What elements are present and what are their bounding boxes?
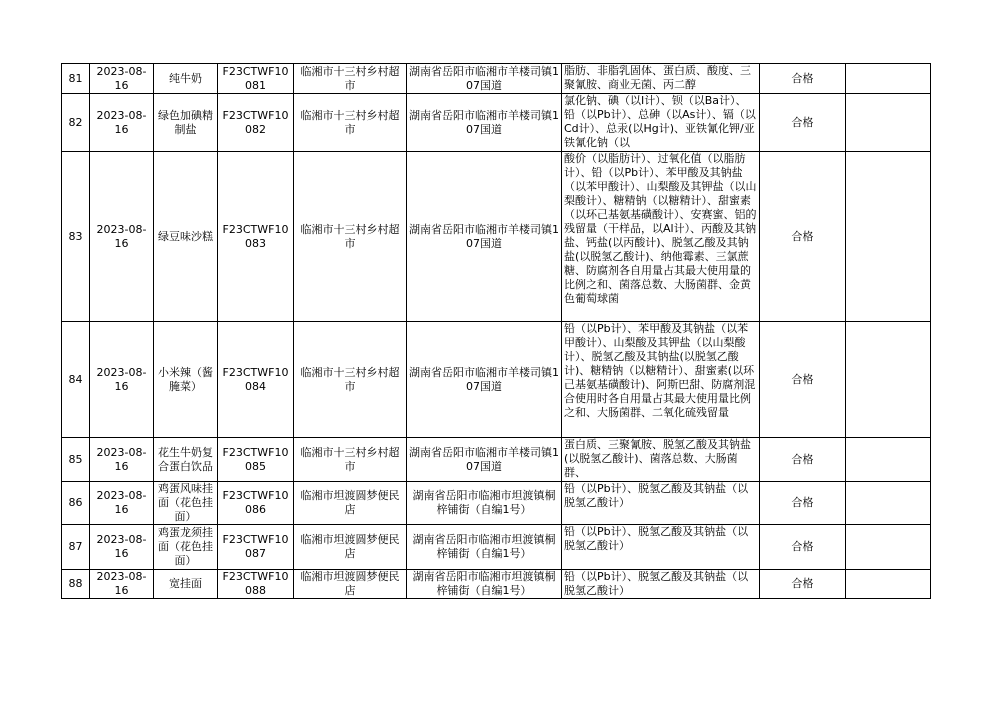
sample-code: F23CTWF10081 [218,64,294,94]
table-row [62,64,931,94]
remark [846,322,931,438]
sample-date: 2023-08-16 [90,482,154,525]
sample-code: F23CTWF10088 [218,570,294,599]
result: 合格 [760,570,846,599]
sample-date: 2023-08-16 [90,525,154,570]
result: 合格 [760,152,846,322]
table-row [62,570,931,599]
store-address: 湖南省岳阳市临湘市坦渡镇桐梓铺街（自编1号） [407,570,562,599]
product-name: 纯牛奶 [154,64,218,94]
test-items: 铅（以Pb计）、脱氢乙酸及其钠盐（以脱氢乙酸计） [562,570,760,599]
table-row [62,94,931,152]
table-row [62,482,931,525]
test-items: 铅（以Pb计）、脱氢乙酸及其钠盐（以脱氢乙酸计） [562,482,760,525]
store-address: 湖南省岳阳市临湘市坦渡镇桐梓铺街（自编1号） [407,525,562,570]
store-address: 湖南省岳阳市临湘市坦渡镇桐梓铺街（自编1号） [407,482,562,525]
sample-date: 2023-08-16 [90,438,154,482]
row-number: 82 [62,94,90,152]
store-name: 临湘市十三村乡村超市 [294,94,407,152]
table-row [62,438,931,482]
remark [846,64,931,94]
sample-code: F23CTWF10086 [218,482,294,525]
row-number: 83 [62,152,90,322]
remark [846,94,931,152]
table-row [62,152,931,322]
remark [846,152,931,322]
sample-code: F23CTWF10083 [218,152,294,322]
sample-code: F23CTWF10087 [218,525,294,570]
product-name: 绿色加碘精制盐 [154,94,218,152]
result: 合格 [760,94,846,152]
store-name: 临湘市坦渡圆梦便民店 [294,482,407,525]
remark [846,570,931,599]
product-name: 绿豆味沙糕 [154,152,218,322]
store-address: 湖南省岳阳市临湘市羊楼司镇107国道 [407,94,562,152]
store-name: 临湘市十三村乡村超市 [294,152,407,322]
row-number: 81 [62,64,90,94]
test-items: 铅（以Pb计）、苯甲酸及其钠盐（以苯甲酸计）、山梨酸及其钾盐（以山梨酸计）、脱氢乙酸及其钠盐(以脱氢乙酸计)、糖精钠（以糖精计）、甜蜜素(以环己基氨基磺酸计)、阿斯巴甜、防腐剂混合使用时各自用量占其最大使用量比例之和、大肠菌群、二氧化硫残留量 [562,322,760,438]
row-number: 87 [62,525,90,570]
store-name: 临湘市十三村乡村超市 [294,322,407,438]
store-address: 湖南省岳阳市临湘市羊楼司镇107国道 [407,438,562,482]
test-items: 脂肪、非脂乳固体、蛋白质、酸度、三聚氰胺、商业无菌、丙二醇 [562,64,760,94]
store-name: 临湘市十三村乡村超市 [294,438,407,482]
test-items: 酸价（以脂肪计）、过氧化值（以脂肪计）、铅（以Pb计）、苯甲酸及其钠盐（以苯甲酸计）、山梨酸及其钾盐（以山梨酸计）、糖精钠（以糖精计）、甜蜜素（以环己基氨基磺酸计）、安赛蜜、铝的残留量（干样品，以Al计）、丙酸及其钠盐、钙盐(以丙酸计)、脱氢乙酸及其钠盐(以脱氢乙酸计)、纳他霉素、三氯蔗糖、防腐剂各自用量占其最大使用量的比例之和、菌落总数、大肠菌群、金黄色葡萄球菌 [562,152,760,322]
table-row [62,525,931,570]
sample-code: F23CTWF10082 [218,94,294,152]
row-number: 88 [62,570,90,599]
test-items: 铅（以Pb计）、脱氢乙酸及其钠盐（以脱氢乙酸计） [562,525,760,570]
test-items: 蛋白质、三聚氰胺、脱氢乙酸及其钠盐(以脱氢乙酸计)、菌落总数、大肠菌群、 [562,438,760,482]
row-number: 85 [62,438,90,482]
inspection-results-table [61,63,931,599]
sample-date: 2023-08-16 [90,570,154,599]
store-address: 湖南省岳阳市临湘市羊楼司镇107国道 [407,322,562,438]
result: 合格 [760,438,846,482]
sample-date: 2023-08-16 [90,152,154,322]
result: 合格 [760,482,846,525]
remark [846,482,931,525]
result: 合格 [760,322,846,438]
sample-code: F23CTWF10084 [218,322,294,438]
row-number: 86 [62,482,90,525]
sample-date: 2023-08-16 [90,322,154,438]
product-name: 鸡蛋龙须挂面（花色挂面） [154,525,218,570]
product-name: 花生牛奶复合蛋白饮品 [154,438,218,482]
store-address: 湖南省岳阳市临湘市羊楼司镇107国道 [407,152,562,322]
product-name: 宽挂面 [154,570,218,599]
sample-date: 2023-08-16 [90,64,154,94]
test-items: 氯化钠、碘（以I计）、钡（以Ba计）、铅（以Pb计）、总砷（以As计）、镉（以Cd计）、总汞(以Hg计)、亚铁氰化钾/亚铁氰化钠（以 [562,94,760,152]
sample-date: 2023-08-16 [90,94,154,152]
row-number: 84 [62,322,90,438]
store-name: 临湘市坦渡圆梦便民店 [294,570,407,599]
product-name: 小米辣（酱腌菜） [154,322,218,438]
store-name: 临湘市坦渡圆梦便民店 [294,525,407,570]
remark [846,438,931,482]
result: 合格 [760,525,846,570]
sample-code: F23CTWF10085 [218,438,294,482]
table-row [62,322,931,438]
store-address: 湖南省岳阳市临湘市羊楼司镇107国道 [407,64,562,94]
result: 合格 [760,64,846,94]
remark [846,525,931,570]
product-name: 鸡蛋风味挂面（花色挂面） [154,482,218,525]
store-name: 临湘市十三村乡村超市 [294,64,407,94]
